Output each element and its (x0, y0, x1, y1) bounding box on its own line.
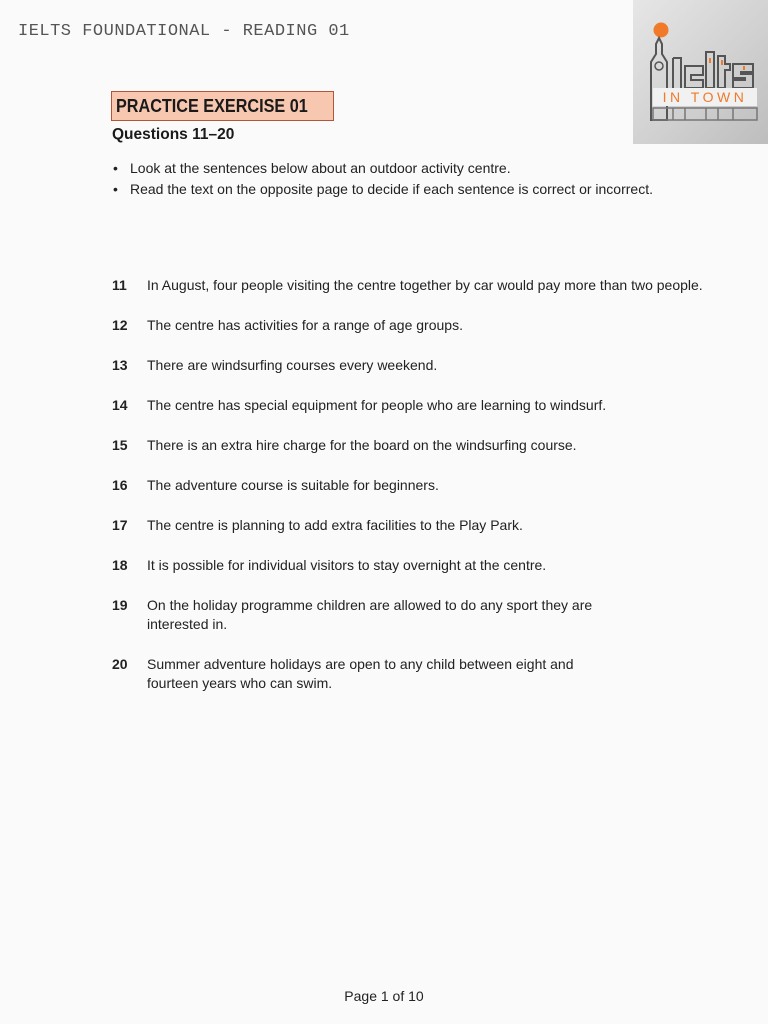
question-number: 11 (112, 277, 127, 293)
question-item (112, 396, 747, 415)
question-text: The centre is planning to add extra facilities to the Play Park. (147, 517, 523, 533)
exercise-title-box (111, 91, 334, 121)
instruction-list (113, 158, 653, 200)
exercise-title: PRACTICE EXERCISE 01 (116, 95, 308, 116)
question-text: It is possible for individual visitors to stay overnight at the centre. (147, 557, 547, 573)
question-item (112, 556, 747, 575)
question-item (112, 356, 747, 375)
question-item (112, 516, 747, 535)
ielts-in-town-logo (633, 0, 768, 144)
question-item (112, 436, 747, 455)
question-item (112, 276, 747, 295)
question-text: In August, four people visiting the centre together by car would pay more than two people. (147, 277, 703, 293)
question-item (112, 655, 612, 693)
question-number: 15 (112, 437, 128, 453)
page-footer: Page 1 of 10 (344, 988, 424, 1004)
question-number: 20 (112, 656, 128, 672)
question-item (112, 476, 747, 495)
logo-graphic (633, 0, 768, 144)
question-text: There are windsurfing courses every weekend. (147, 357, 438, 373)
question-item (112, 316, 747, 335)
bullet-icon: • (113, 160, 118, 176)
question-number: 19 (112, 597, 128, 613)
logo-tagline: IN TOWN (662, 89, 748, 105)
question-text: The adventure course is suitable for beginners. (147, 477, 439, 493)
question-text: The centre has activities for a range of age groups. (147, 317, 463, 333)
instruction-item (113, 158, 653, 179)
question-number: 16 (112, 477, 128, 493)
instruction-text: Read the text on the opposite page to decide if each sentence is correct or incorrect. (130, 181, 653, 197)
question-number: 17 (112, 517, 128, 533)
page-header-title: IELTS FOUNDATIONAL - READING 01 (18, 22, 350, 41)
instruction-text: Look at the sentences below about an outdoor activity centre. (130, 160, 511, 176)
question-number: 18 (112, 557, 128, 573)
question-text: Summer adventure holidays are open to any child between eight and fourteen years who can swim. (147, 656, 574, 691)
question-number: 12 (112, 317, 128, 333)
question-text: There is an extra hire charge for the board on the windsurfing course. (147, 437, 577, 453)
question-number: 13 (112, 357, 128, 373)
instruction-item (113, 179, 653, 200)
questions-heading: Questions 11–20 (112, 126, 235, 143)
question-text: On the holiday programme children are allowed to do any sport they are interested in. (147, 597, 593, 632)
question-number: 14 (112, 397, 128, 413)
bullet-icon: • (113, 181, 118, 197)
question-text: The centre has special equipment for people who are learning to windsurf. (147, 397, 607, 413)
question-item (112, 596, 627, 634)
